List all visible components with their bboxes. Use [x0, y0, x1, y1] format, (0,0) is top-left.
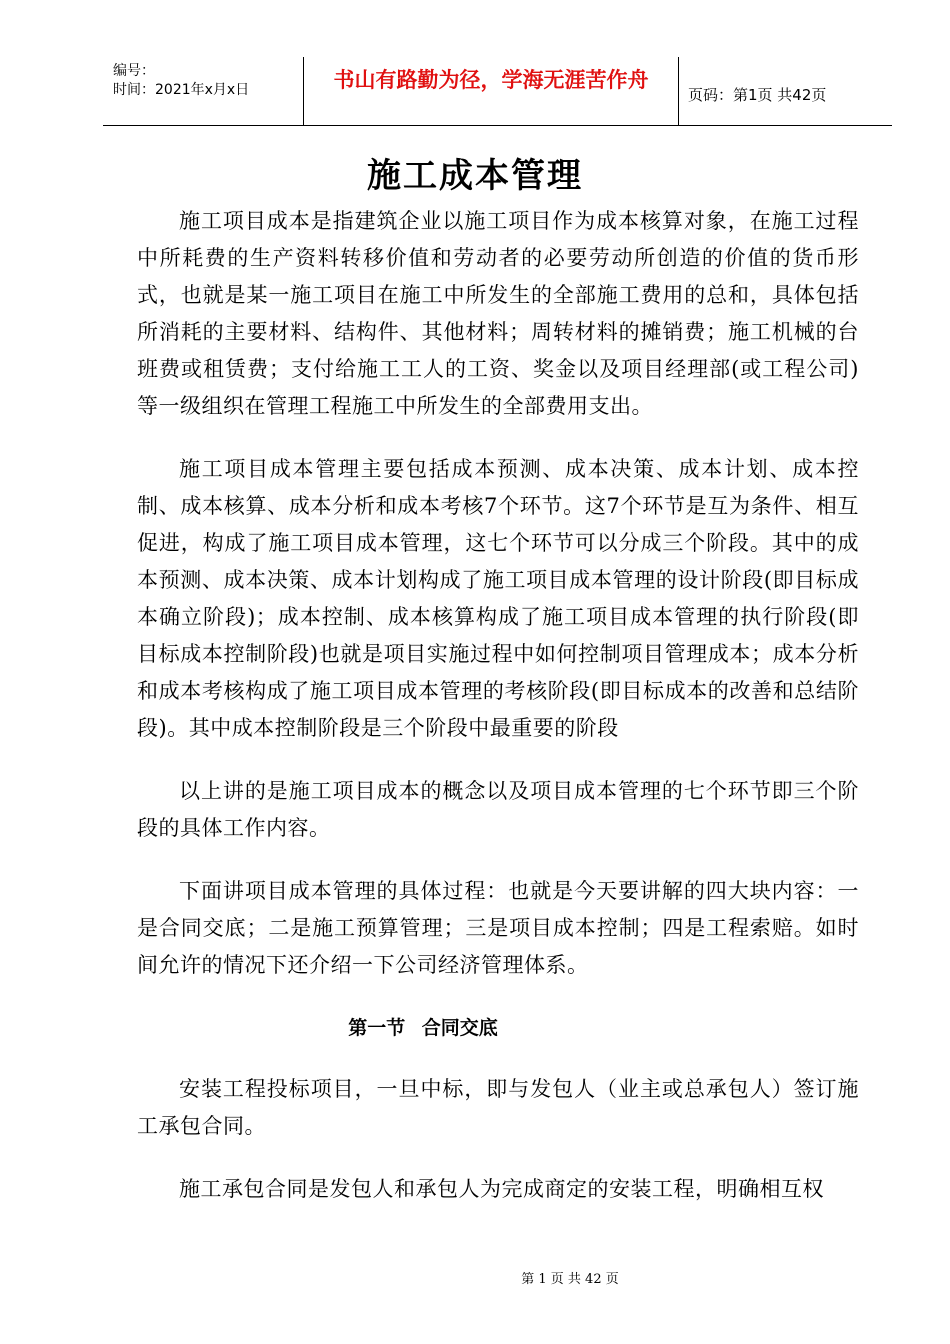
header-page-cell [678, 57, 892, 125]
page-footer: 第 1 页 共 42 页 [521, 1272, 619, 1287]
section-paragraph: 施工承包合同是发包人和承包人为完成商定的安装工程，明确相互权 [179, 1177, 824, 1201]
body-paragraph: 以上讲的是施工项目成本的概念以及项目成本管理的七个环节即三个阶段的具体工作内容。 [137, 779, 859, 840]
document-title: 施工成本管理 [367, 156, 583, 196]
body-paragraph: 施工项目成本管理主要包括成本预测、成本决策、成本计划、成本控制、成本核算、成本分析和成本考核7个环节。这7个环节是互为条件、相互促进，构成了施工项目成本管理，这七个环节可以分成三个阶段。其中的成本预测、成本决策、成本计划构成了施工项目成本管理的设计阶段(即目标成本确立阶段)；成本控制、成本核算构成了施工项目成本管理的执行阶段(即目标成本控制阶段)也就是项目实施过程中如何控制项目管理成本；成本分析和成本考核构成了施工项目成本管理的考核阶段(即目标成本的改善和总结阶段)。其中成本控制阶段是三个阶段中最重要的阶段 [137, 457, 859, 740]
section-paragraph: 安装工程投标项目，一旦中标，即与发包人（业主或总承包人）签订施工承包合同。 [137, 1077, 859, 1138]
header-meta [103, 57, 303, 125]
section-heading: 第一节 合同交底 [348, 1017, 498, 1039]
document-body [137, 203, 859, 1234]
header-motto: 书山有路勤为径，学海无涯苦作舟 [333, 68, 649, 92]
document-date-label: 时间：2021年x月x日 [113, 82, 250, 98]
document-number-label: 编号： [113, 63, 155, 79]
header-motto-cell [303, 57, 679, 125]
body-paragraph: 施工项目成本是指建筑企业以施工项目作为成本核算对象，在施工过程中所耗费的生产资料转移价值和劳动者的必要劳动所创造的价值的货币形式，也就是某一施工项目在施工中所发生的全部施工费用的总和，具体包括所消耗的主要材料、结构件、其他材料；周转材料的摊销费；施工机械的台班费或租赁费；支付给施工工人的工资、奖金以及项目经理部(或工程公司)等一级组织在管理工程施工中所发生的全部费用支出。 [137, 209, 859, 418]
header-page-info: 页码：第1页 共42页 [688, 86, 827, 104]
body-paragraph: 下面讲项目成本管理的具体过程：也就是今天要讲解的四大块内容：一是合同交底；二是施工预算管理；三是项目成本控制；四是工程索赔。如时间允许的情况下还介绍一下公司经济管理体系。 [137, 879, 859, 977]
page-header [103, 57, 892, 126]
